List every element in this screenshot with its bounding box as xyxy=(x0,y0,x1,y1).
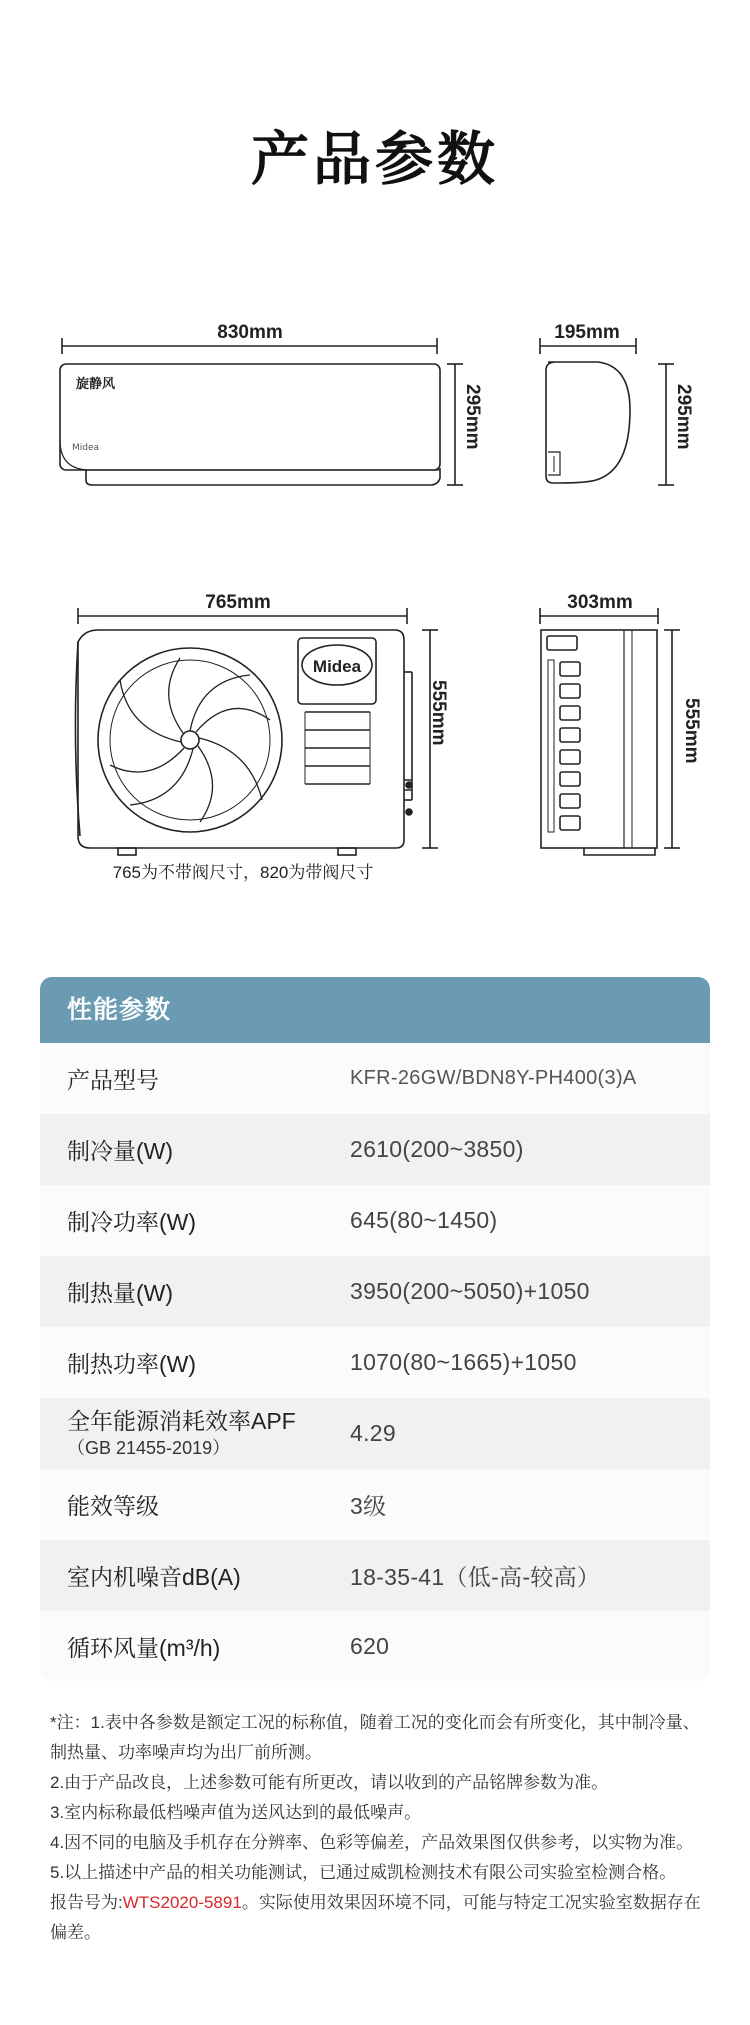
spec-row xyxy=(40,1327,710,1398)
footnote-2: 2.由于产品改良，上述参数可能有所更改，请以收到的产品铭牌参数为准。 xyxy=(50,1773,609,1792)
indoor-height-label: 295mm xyxy=(462,384,483,450)
spec-value: KFR-26GW/BDN8Y-PH400(3)A xyxy=(350,1067,637,1089)
spec-value: 2610(200~3850) xyxy=(350,1136,524,1162)
outdoor-side-height-label: 555mm xyxy=(681,698,702,764)
outdoor-brand-logo: Midea xyxy=(312,657,362,676)
spec-label: 循环风量(m³/h) xyxy=(67,1635,221,1661)
indoor-logo-text: 旋静风 xyxy=(76,377,116,392)
spec-value: 3950(200~5050)+1050 xyxy=(350,1278,590,1304)
spec-label: 制冷量(W) xyxy=(67,1138,174,1164)
spec-row xyxy=(40,1256,710,1327)
outdoor-side-view xyxy=(540,608,680,855)
spec-label: 制冷功率(W) xyxy=(67,1209,197,1235)
spec-row xyxy=(40,1043,710,1114)
indoor-side-view xyxy=(540,338,674,485)
spec-value: 645(80~1450) xyxy=(350,1207,498,1233)
outdoor-height-label: 555mm xyxy=(428,680,449,746)
footnote-3: 3.室内标称最低档噪声值为送风达到的最低噪声。 xyxy=(50,1803,422,1822)
spec-value: 18-35-41（低-高-较高） xyxy=(350,1564,601,1590)
spec-label: 全年能源消耗效率APF xyxy=(67,1408,296,1434)
spec-panel-header: 性能参数 xyxy=(40,977,710,1043)
spec-value: 620 xyxy=(350,1633,390,1659)
spec-label: 能效等级 xyxy=(67,1493,159,1519)
outdoor-depth-label: 303mm xyxy=(567,592,633,613)
spec-panel xyxy=(40,977,710,1681)
spec-row xyxy=(40,1114,710,1185)
report-number: WTS2020-5891 xyxy=(122,1893,242,1912)
report-suffix: 。实际使用效果因环境不同，可能与特定工况实验室数据存在偏差。 xyxy=(50,1893,701,1942)
footnote-6 xyxy=(50,1888,710,1948)
footnotes xyxy=(50,1708,710,1948)
indoor-brand-small: Midea xyxy=(72,443,100,453)
spec-value: 1070(80~1665)+1050 xyxy=(350,1349,577,1375)
dimension-diagram xyxy=(0,280,750,900)
outdoor-front-view xyxy=(75,608,438,855)
spec-label: 产品型号 xyxy=(67,1067,159,1093)
spec-label: 制热功率(W) xyxy=(67,1351,197,1377)
spec-sublabel: （GB 21455-2019） xyxy=(67,1438,231,1458)
footnote-1: *注：1.表中各参数是额定工况的标称值，随着工况的变化而会有所变化，其中制冷量、制热量、功率噪声均为出厂前所测。 xyxy=(50,1713,700,1762)
outdoor-width-label: 765mm xyxy=(205,592,271,613)
spec-row xyxy=(40,1398,710,1469)
indoor-depth-label: 195mm xyxy=(554,322,620,343)
indoor-side-height-label: 295mm xyxy=(673,384,694,450)
spec-label: 室内机噪音dB(A) xyxy=(67,1564,241,1590)
spec-value: 3级 xyxy=(350,1493,387,1519)
page-title: 产品参数 xyxy=(250,127,499,192)
spec-row xyxy=(40,1540,710,1611)
spec-label-group xyxy=(67,1406,296,1460)
spec-value: 4.29 xyxy=(350,1420,396,1446)
report-prefix: 报告号为: xyxy=(50,1893,123,1912)
footnote-5: 5.以上描述中产品的相关功能测试，已通过威凯检测技术有限公司实验室检测合格。 xyxy=(50,1863,677,1882)
footnote-4: 4.因不同的电脑及手机存在分辨率、色彩等偏差，产品效果图仅供参考，以实物为准。 xyxy=(50,1833,694,1852)
spec-row xyxy=(40,1611,710,1681)
spec-row xyxy=(40,1185,710,1256)
spec-label: 制热量(W) xyxy=(67,1280,174,1306)
spec-row xyxy=(40,1469,710,1540)
indoor-width-label: 830mm xyxy=(217,322,283,343)
indoor-front-view xyxy=(60,338,463,762)
dimension-note: 765为不带阀尺寸，820为带阀尺寸 xyxy=(112,863,374,882)
